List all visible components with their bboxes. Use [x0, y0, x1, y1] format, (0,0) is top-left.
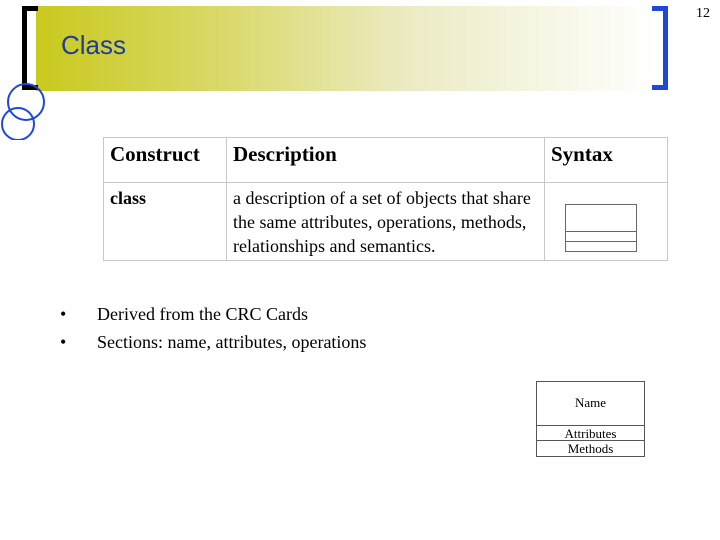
cell-description: a description of a set of objects that share the same attributes, operations, methods, relationships and semantics. — [227, 183, 545, 261]
class-diagram-box — [536, 381, 645, 457]
page-number: 12 — [696, 6, 710, 21]
circles-decoration — [0, 60, 60, 140]
class-name-compartment: Name — [537, 382, 644, 426]
header-construct: Construct — [104, 138, 227, 183]
bullet-icon: • — [60, 332, 67, 352]
bullet-icon: • — [60, 304, 67, 324]
class-syntax-icon — [565, 204, 637, 252]
header-description: Description — [227, 138, 545, 183]
right-bracket-decoration — [652, 6, 668, 90]
header-syntax: Syntax — [545, 138, 668, 183]
list-item — [60, 328, 366, 356]
construct-table — [103, 137, 668, 261]
class-methods-compartment: Methods — [567, 441, 614, 456]
title-band — [36, 6, 658, 91]
bullet-text: Derived from the CRC Cards — [97, 304, 308, 324]
table-row — [104, 183, 668, 261]
list-item — [60, 300, 366, 328]
slide-title: Class — [61, 30, 127, 60]
cell-syntax — [545, 183, 668, 261]
bullet-text: Sections: name, attributes, operations — [97, 332, 367, 352]
bullet-list — [60, 300, 366, 356]
cell-construct: class — [104, 183, 227, 261]
table-header-row — [104, 138, 668, 183]
class-attributes-compartment: Attributes — [537, 426, 644, 441]
